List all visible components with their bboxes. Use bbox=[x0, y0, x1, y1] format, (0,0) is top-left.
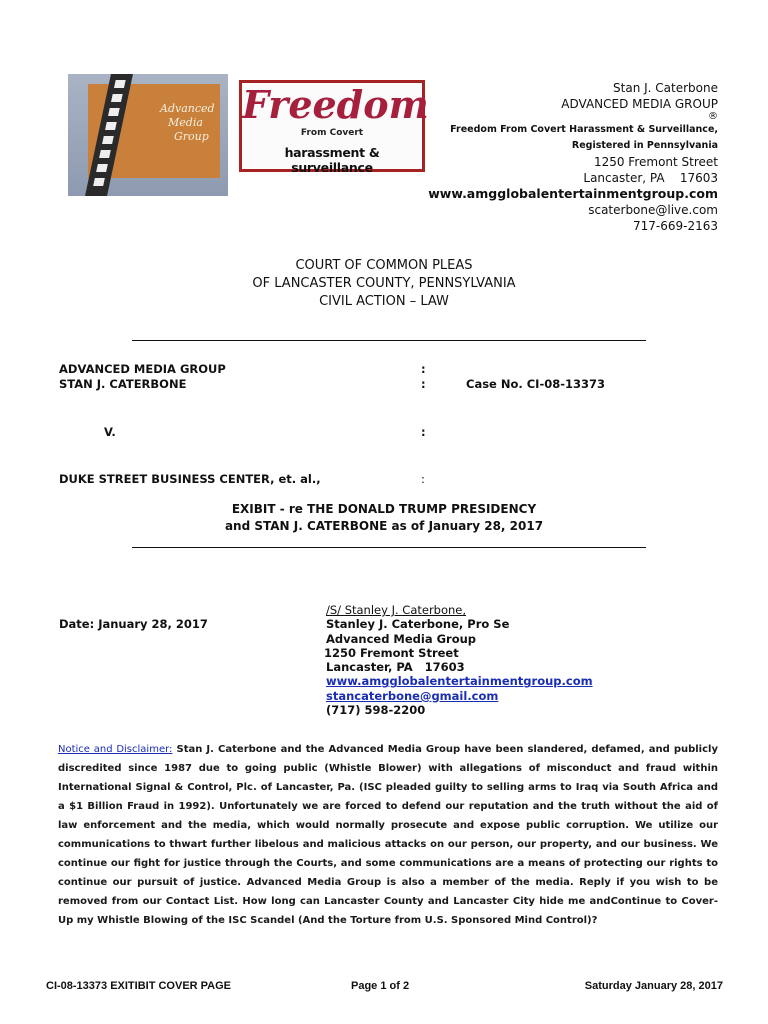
filing-date: Date: January 28, 2017 bbox=[59, 617, 208, 631]
signature-email-link[interactable]: stancaterbone@gmail.com bbox=[326, 688, 499, 703]
signature-company: Advanced Media Group bbox=[326, 631, 477, 646]
notice-disclaimer bbox=[58, 740, 718, 930]
court-heading bbox=[0, 257, 768, 311]
notice-label-link[interactable]: Notice and Disclaimer: bbox=[58, 744, 173, 755]
plaintiff-1: ADVANCED MEDIA GROUP bbox=[59, 362, 226, 376]
notice-text: Stan J. Caterbone and the Advanced Media Group have been slandered, defamed, and publicly discredited since 1987 due to going public (Whistle Blower) with allegations of misconduct and fraud within International Signal & Control, Plc. of Lancaster, Pa. (ISC pleaded guilty to selling arms to Iraq via South Africa and a $1 Billion Fraud in 1992). Unfortunately we are forced to defend our reputation and the truth without the aid of law enforcement and the media, which would normally prosecute and expose public corruption. We utilize our communications to thwart further libelous and malicious attacks on our person, our property, and our business. We continue our fight for justice through the Courts, and some communications are a means of protecting our rights to continue our pursuit of justice. Advanced Media Group is also a member of the media. Reply if you wish to be removed from our Contact List. How long can Lancaster County and Lancaster City hide me andContinue to Cover-Up my Whistle Blowing of the ISC Scandel (And the Torture from U.S. Sponsored Mind Control)? bbox=[58, 744, 718, 926]
header-city: Lancaster, PA 17603 bbox=[583, 171, 718, 185]
divider bbox=[132, 547, 646, 548]
header-website[interactable]: www.amgglobalentertainmentgroup.com bbox=[428, 186, 718, 201]
signature-city: Lancaster, PA 17603 bbox=[326, 660, 465, 675]
court-line-1: COURT OF COMMON PLEAS bbox=[295, 258, 473, 273]
exhibit-title bbox=[0, 501, 768, 535]
signature-name: Stanley J. Caterbone, Pro Se bbox=[326, 617, 510, 632]
caption-colon: : bbox=[421, 472, 425, 486]
header-registered: Registered in Pennsylvania bbox=[571, 140, 718, 151]
caption-colon: : bbox=[421, 362, 426, 376]
header-company: ADVANCED MEDIA GROUP bbox=[561, 97, 718, 111]
freedom-logo bbox=[239, 80, 429, 175]
registered-mark: ® bbox=[708, 111, 718, 122]
exhibit-line-1: EXIBIT - re THE DONALD TRUMP PRESIDENCY bbox=[231, 502, 537, 516]
exhibit-line-2: and STAN J. CATERBONE as of January 28, 2017 bbox=[224, 519, 544, 533]
header-street: 1250 Fremont Street bbox=[593, 155, 718, 169]
court-line-3: CIVIL ACTION – LAW bbox=[319, 294, 449, 309]
footer-page: Page 1 of 2 bbox=[351, 980, 410, 992]
caption-colon: : bbox=[421, 377, 426, 391]
header-name: Stan J. Caterbone bbox=[613, 81, 718, 95]
versus: V. bbox=[104, 425, 116, 439]
divider bbox=[132, 340, 646, 341]
amg-logo bbox=[68, 74, 228, 196]
signature-slash: /S/ Stanley J. Caterbone, bbox=[326, 603, 467, 617]
court-line-2: OF LANCASTER COUNTY, PENNSYLVANIA bbox=[252, 276, 516, 291]
freedom-logo-word: Freedom bbox=[242, 82, 429, 127]
header-org: Freedom From Covert Harassment & Surveillance, bbox=[450, 124, 718, 135]
header-contact bbox=[428, 80, 718, 234]
plaintiff-2: STAN J. CATERBONE bbox=[59, 377, 187, 391]
footer-left: CI-08-13373 EXITIBIT COVER PAGE bbox=[46, 980, 232, 992]
footer-date: Saturday January 28, 2017 bbox=[584, 980, 723, 992]
signature-block bbox=[326, 603, 593, 717]
caption-colon: : bbox=[421, 425, 426, 439]
signature-street: 1250 Fremont Street bbox=[324, 645, 459, 660]
freedom-logo-tag: harassment & surveillance bbox=[284, 145, 380, 175]
header-phone: 717-669-2163 bbox=[632, 219, 718, 233]
freedom-logo-sub: From Covert bbox=[300, 128, 364, 138]
header-email[interactable]: scaterbone@live.com bbox=[588, 203, 718, 217]
signature-phone: (717) 598-2200 bbox=[326, 703, 426, 718]
defendant: DUKE STREET BUSINESS CENTER, et. al., bbox=[59, 472, 321, 486]
signature-website-link[interactable]: www.amgglobalentertainmentgroup.com bbox=[326, 674, 593, 689]
case-number: Case No. CI-08-13373 bbox=[466, 377, 606, 391]
amg-logo-text: Advanced Media Group bbox=[160, 102, 215, 143]
